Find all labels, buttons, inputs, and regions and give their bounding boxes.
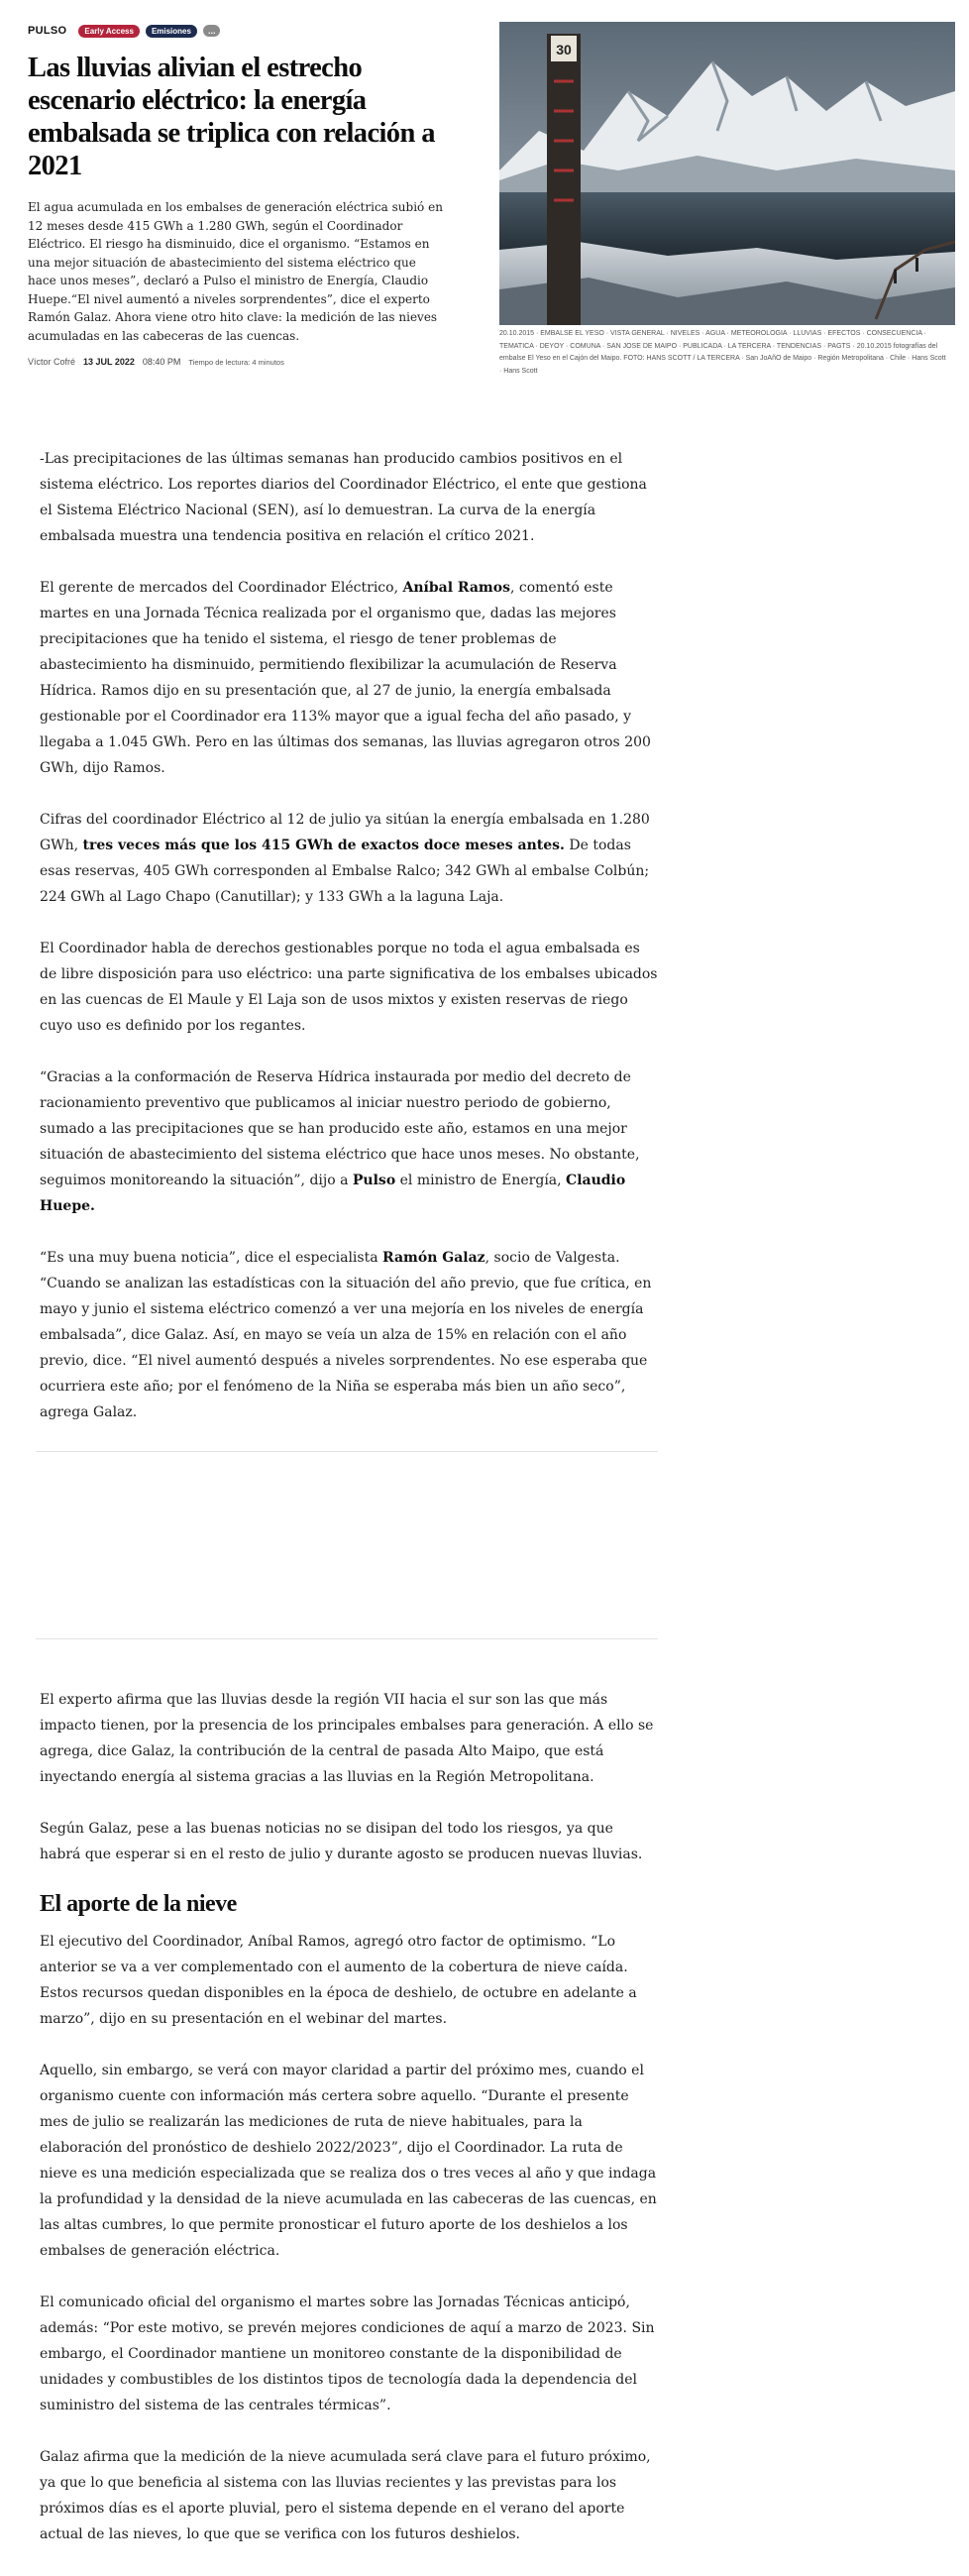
ad-slot: [40, 1452, 658, 1638]
text-run: De todas esas reservas, 405 GWh corresponden al Embalse Ralco; 342 GWh al embalse Colbún; 224 GWh al Lago Chapo (Canutillar); y 133 GWh a la laguna Laja.: [40, 838, 650, 905]
paragraph: [40, 575, 658, 781]
person-name: Aníbal Ramos: [402, 580, 510, 596]
paragraph: Galaz afirma que la medición de la nieve acumulada será clave para el futuro próximo, ya que lo que beneficia al sistema con las lluvias recientes y las previstas para los próximos días es el aporte pluvial, pero el sistema depende en el verano del aporte actual de las nieves, lo que que se verifica con los futuros deshielos.: [40, 2449, 651, 2542]
publication-name: Pulso: [352, 1173, 396, 1188]
paragraph: [40, 1245, 658, 1425]
paragraph: -Las precipitaciones de las últimas semanas han producido cambios positivos en el sistema eléctrico. Los reportes diarios del Coordinador Eléctrico, el ente que gestiona el Sistema Eléctrico Nacional (SEN), así lo demuestran. La curva de la energía embalsada muestra una tendencia positiva en relación el crítico 2021.: [40, 451, 647, 544]
article-body: [40, 446, 658, 2573]
person-name: Claudio Huepe.: [40, 1173, 626, 1214]
divider: [36, 1638, 658, 1639]
section-label[interactable]: PULSO: [28, 25, 67, 37]
person-name: Ramón Galaz: [382, 1250, 485, 1266]
text-run: “Gracias a la conformación de Reserva Hídrica instaurada por medio del decreto de racionamiento preventivo que publicamos al iniciar nuestro periodo de gobierno, sumado a las precipitaciones que se han producido este año, estamos en una mejor situación de abastecimiento del sistema eléctrico que hace unos meses. No obstante, seguimos monitoreando la situación”, dijo a: [40, 1069, 640, 1188]
text-run: el ministro de Energía,: [395, 1173, 567, 1188]
more-tags-button[interactable]: ...: [203, 25, 221, 37]
hero-media: [499, 22, 955, 378]
reading-time: Tiempo de lectura: 4 minutos: [188, 358, 284, 367]
tag-emisiones[interactable]: Emisiones: [146, 25, 197, 38]
text-run: El gerente de mercados del Coordinador Eléctrico,: [40, 580, 403, 596]
article-headline: Las lluvias alivian el estrecho escenario eléctrico: la energía embalsada se triplica con relación a 2021: [28, 53, 435, 181]
photo-caption: 20.10.2015 · EMBALSE EL YESO · VISTA GENERAL · NIVELES · AGUA · METEOROLOGIA · LLUVIAS · EFECTOS · CONSECUENCIA · TEMATICA · DEYOY · COMUNA · SAN JOSE DE MAIPO · PUBLICADA · LA TERCERA · TENDENCIAS · PAGTS · 20.10.2015 fotografías del embalse El Yeso en el Cajón del Maipo. FOTO: HANS SCOTT / LA TERCERA · San JoAñO de Maipo · Región Metropolitana · Chile · Hans Scott · Hans Scott: [499, 330, 946, 375]
byline: [28, 357, 446, 367]
gauge-number: 30: [556, 42, 572, 57]
text-run: , comentó este martes en una Jornada Técnica realizada por el organismo que, dadas las mejores precipitaciones que ha tenido el sistema, el riesgo de tener problemas de abastecimiento ha disminuido, permitiendo flexibilizar la acumulación de Reserva Hídrica. Ramos dijo en su presentación que, al 27 de junio, la energía embalsada gestionable por el Coordinador era 113% mayor que a igual fecha del año pasado, y llegaba a 1.045 GWh. Pero en las últimas dos semanas, las lluvias agregaron otros 200 GWh, dijo Ramos.: [40, 580, 651, 776]
paragraph: El experto afirma que las lluvias desde la región VII hacia el sur son las que más impacto tienen, por la presencia de los principales embalses para generación. A ello se agrega, dice Galaz, la contribución de la central de pasada Alto Maipo, que está inyectando energía al sistema gracias a las lluvias en la Región Metropolitana.: [40, 1692, 654, 1785]
reservoir-photo-illustration: [499, 22, 955, 325]
paragraph: Según Galaz, pese a las buenas noticias no se disipan del todo los riesgos, ya que habrá que esperar si en el resto de julio y durante agosto se producen nuevas lluvias.: [40, 1821, 643, 1862]
hero-photo: [499, 22, 955, 325]
text-run: Cifras del coordinador Eléctrico al 12 de julio ya sitúan la energía embalsada en 1.280 GWh,: [40, 812, 650, 853]
paragraph: [40, 807, 658, 910]
text-run: , socio de Valgesta. “Cuando se analizan las estadísticas con la situación del año previo, que fue crítica, en mayo y junio el sistema eléctrico comenzó a ver una mejoría en los niveles de energía embalsada”, dice Galaz. Así, en mayo se veía un alza de 15% en relación con el año previo, dice. “El nivel aumentó después a niveles sorprendentes. No ese esperaba que ocurriera este año; por el fenómeno de la Niña se esperaba más bien un año seco”, agrega Galaz.: [40, 1250, 652, 1420]
author-name[interactable]: Víctor Cofré: [28, 357, 76, 367]
tag-row: [28, 22, 446, 40]
article-lede: El agua acumulada en los embalses de generación eléctrica subió en 12 meses desde 415 GWh a 1.280 GWh, según el Coordinador Eléctrico. El riesgo ha disminuido, dice el organismo. “Estamos en una mejor situación de abastecimiento del sistema eléctrico que hace unos meses”, declaró a Pulso el ministro de Energía, Claudio Huepe.“El nivel aumentó a niveles sorprendentes”, dice el experto Ramón Galaz. Ahora viene otro hito clave: la medición de las nieves acumuladas en las cabeceras de las cuencas.: [28, 200, 443, 343]
paragraph: [40, 1064, 658, 1219]
publish-date: 13 JUL 2022: [83, 357, 135, 367]
publish-time: 08:40 PM: [142, 357, 181, 367]
hero-text: [28, 22, 446, 367]
paragraph: Aquello, sin embargo, se verá con mayor claridad a partir del próximo mes, cuando el organismo cuente con información más certera sobre aquello. “Durante el presente mes de julio se realizarán las mediciones de ruta de nieve habituales, para la elaboración del pronóstico de deshielo 2022/2023”, dijo el Coordinador. La ruta de nieve es una medición especializada que se realiza dos o tres veces al año y que indaga la profundidad y la densidad de la nieve acumulada en las cabeceras de las cuencas, en las altas cumbres, lo que permite pronosticar el futuro aporte de los deshielos a los embalses de generación eléctrica.: [40, 2063, 657, 2259]
paragraph: El Coordinador habla de derechos gestionables porque no toda el agua embalsada es de libre disposición para uso eléctrico: una parte significativa de los embalses ubicados en las cuencas de El Maule y El Laja son de usos mixtos y existen reservas de riego cuyo uso es definido por los regantes.: [40, 941, 658, 1034]
text-run: “Es una muy buena noticia”, dice el especialista: [40, 1250, 383, 1266]
paragraph: El ejecutivo del Coordinador, Aníbal Ramos, agregó otro factor de optimismo. “Lo anterior se va a ver complementado con el aumento de la cobertura de nieve caída. Estos recursos quedan disponibles en la época de deshielo, de octubre en adelante a marzo”, dijo en su presentación en el webinar del martes.: [40, 1934, 637, 2027]
emphasis: tres veces más que los 415 GWh de exactos doce meses antes.: [82, 838, 565, 853]
tag-early-access[interactable]: Early Access: [78, 25, 140, 38]
paragraph: El comunicado oficial del organismo el martes sobre las Jornadas Técnicas anticipó, además: “Por este motivo, se prevén mejores condiciones de aquí a marzo de 2023. Sin embargo, el Coordinador mantiene un monitoreo constante de la disponibilidad de unidades y combustibles de los distintos tipos de tecnología dada la dependencia del suministro del sistema de las centrales térmicas”.: [40, 2295, 655, 2413]
article-hero: [28, 22, 957, 426]
section-heading: El aporte de la nieve: [40, 1891, 237, 1917]
